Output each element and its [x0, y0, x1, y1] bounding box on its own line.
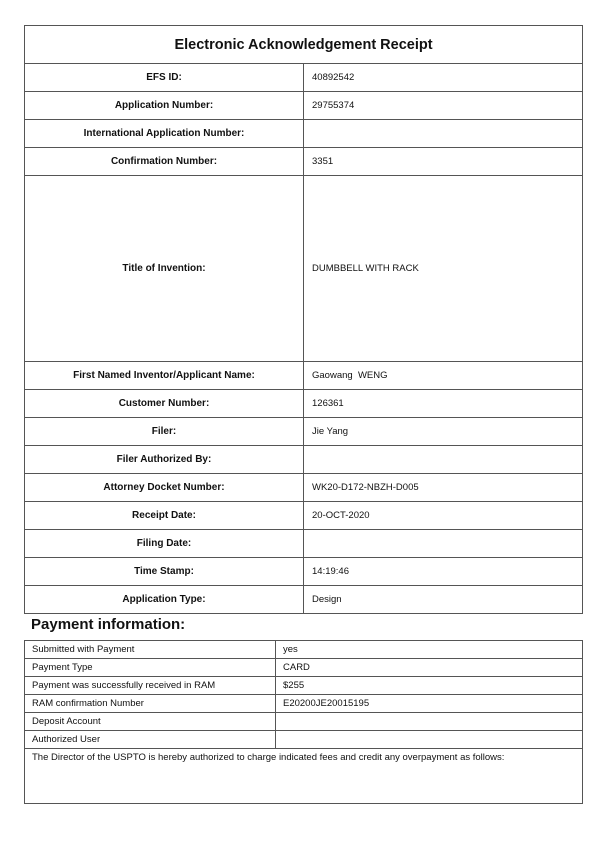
filing-date-label: Filing Date: — [25, 530, 304, 558]
title-of-invention-label: Title of Invention: — [25, 176, 304, 362]
table-row — [25, 530, 583, 558]
filer-authorized-by-value — [304, 446, 583, 474]
authorized-user-label: Authorized User — [25, 731, 276, 749]
time-stamp-value: 14:19:46 — [304, 558, 583, 586]
payment-table — [24, 640, 583, 804]
table-row — [25, 659, 583, 677]
table-row — [25, 677, 583, 695]
ram-confirmation-number-value: E20200JE20015195 — [276, 695, 583, 713]
payment-type-label: Payment Type — [25, 659, 276, 677]
filing-date-value — [304, 530, 583, 558]
table-row — [25, 362, 583, 390]
deposit-account-value — [276, 713, 583, 731]
table-row — [25, 474, 583, 502]
receipt-title: Electronic Acknowledgement Receipt — [25, 26, 583, 64]
table-row — [25, 418, 583, 446]
customer-number-value: 126361 — [304, 390, 583, 418]
table-row — [25, 120, 583, 148]
international-application-number-label: International Application Number: — [25, 120, 304, 148]
deposit-account-label: Deposit Account — [25, 713, 276, 731]
confirmation-number-label: Confirmation Number: — [25, 148, 304, 176]
efs-id-value: 40892542 — [304, 64, 583, 92]
receipt-date-label: Receipt Date: — [25, 502, 304, 530]
attorney-docket-number-label: Attorney Docket Number: — [25, 474, 304, 502]
table-row — [25, 749, 583, 804]
table-row — [25, 558, 583, 586]
table-row — [25, 641, 583, 659]
time-stamp-label: Time Stamp: — [25, 558, 304, 586]
confirmation-number-value: 3351 — [304, 148, 583, 176]
payment-information-heading: Payment information: — [31, 616, 186, 633]
title-of-invention-value: DUMBBELL WITH RACK — [304, 176, 583, 362]
first-named-inventor-label: First Named Inventor/Applicant Name: — [25, 362, 304, 390]
submitted-with-payment-value: yes — [276, 641, 583, 659]
table-row — [25, 446, 583, 474]
table-row — [25, 713, 583, 731]
application-type-value: Design — [304, 586, 583, 614]
submitted-with-payment-label: Submitted with Payment — [25, 641, 276, 659]
filer-authorized-by-label: Filer Authorized By: — [25, 446, 304, 474]
application-number-label: Application Number: — [25, 92, 304, 120]
first-named-inventor-value: Gaowang WENG — [304, 362, 583, 390]
table-row — [25, 731, 583, 749]
receipt-date-value: 20-OCT-2020 — [304, 502, 583, 530]
table-row — [25, 502, 583, 530]
filer-label: Filer: — [25, 418, 304, 446]
payment-received-label: Payment was successfully received in RAM — [25, 677, 276, 695]
customer-number-label: Customer Number: — [25, 390, 304, 418]
table-row — [25, 586, 583, 614]
table-row — [25, 148, 583, 176]
ram-confirmation-number-label: RAM confirmation Number — [25, 695, 276, 713]
payment-type-value: CARD — [276, 659, 583, 677]
director-authorization-note: The Director of the USPTO is hereby authorized to charge indicated fees and credit any overpayment as follows: — [25, 749, 583, 804]
table-row — [25, 64, 583, 92]
authorized-user-value — [276, 731, 583, 749]
application-number-value: 29755374 — [304, 92, 583, 120]
filer-value: Jie Yang — [304, 418, 583, 446]
table-row — [25, 176, 583, 362]
international-application-number-value — [304, 120, 583, 148]
receipt-table — [24, 25, 583, 614]
table-row — [25, 695, 583, 713]
attorney-docket-number-value: WK20-D172-NBZH-D005 — [304, 474, 583, 502]
efs-id-label: EFS ID: — [25, 64, 304, 92]
application-type-label: Application Type: — [25, 586, 304, 614]
table-row — [25, 92, 583, 120]
table-row — [25, 390, 583, 418]
payment-received-value: $255 — [276, 677, 583, 695]
